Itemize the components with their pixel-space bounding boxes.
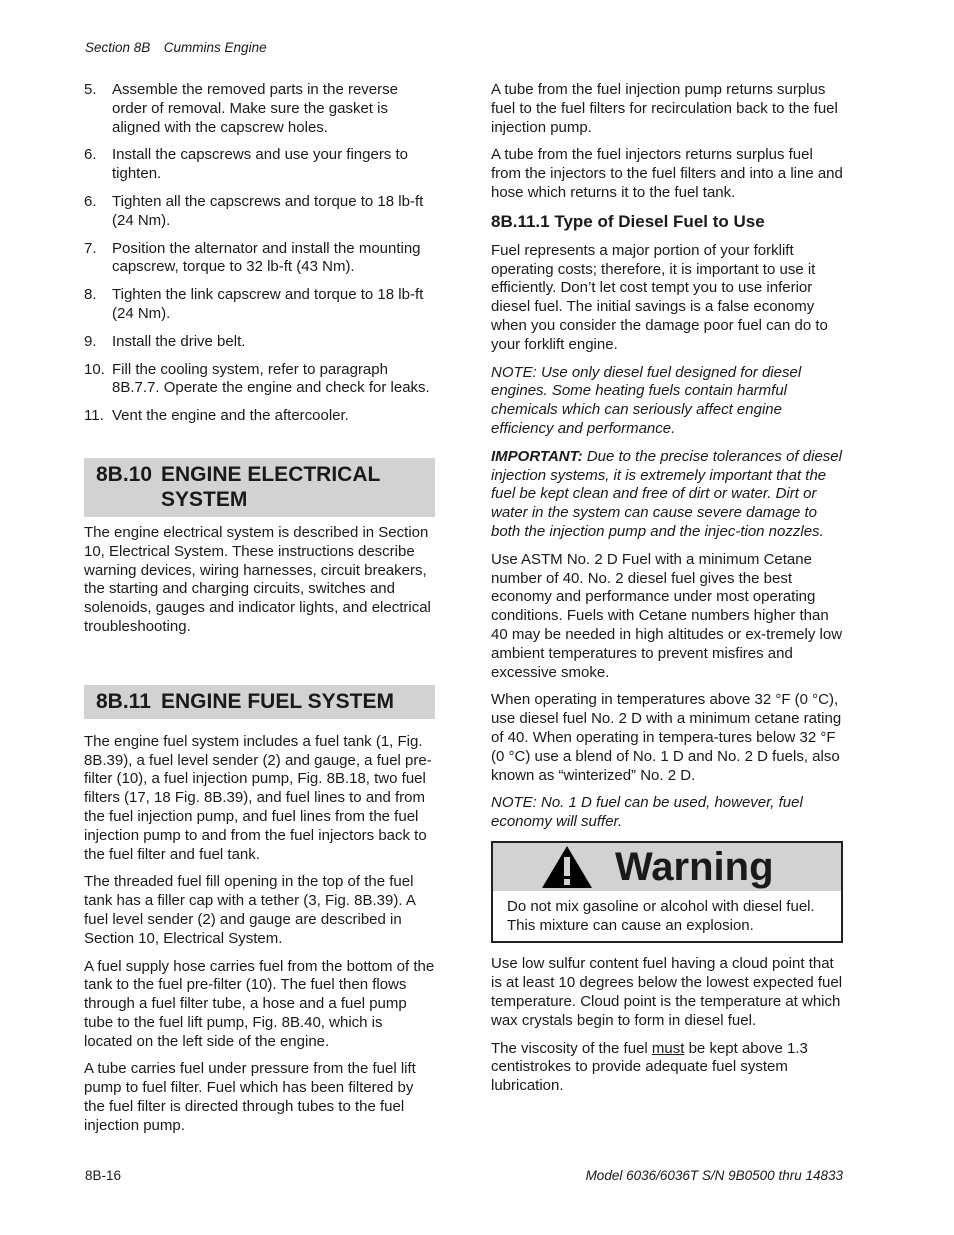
subsection-title: 8B.11.1 Type of Diesel Fuel to Use	[491, 211, 765, 231]
step-text: Tighten the link capscrew and torque to 18 lb-ft (24 Nm).	[112, 286, 424, 322]
paragraph: When operating in temperatures above 32 °F (0 °C), use diesel fuel No. 2 D with a minimum cetane rating of 40. When operating in tempera-tures below 32 °F (0 °C) use a blend of No. 1 D and No. 2 D fuels, also known as “winterized” No. 2 D.	[491, 691, 842, 784]
step-text: Position the alternator and install the mounting capscrew, torque to 32 lb-ft (43 Nm).	[112, 239, 421, 276]
paragraph: The engine fuel system includes a fuel tank (1, Fig. 8B.39), a fuel level sender (2) and gauge, a fuel pre-filter (10), a fuel injection pump, Fig. 8B.18, two fuel filters (17, 18 Fig. 8B.39), and fuel lines to and from the fuel injection pump, and fuel lines from the fuel injection pump to and from the fuel injectors back to the fuel filter and fuel tank.	[84, 732, 432, 863]
section-title-line: ENGINE ELECTRICAL	[161, 462, 381, 486]
list-item	[84, 81, 435, 137]
step-text: Install the capscrews and use your fingers to tighten.	[112, 146, 408, 183]
note: NOTE: No. 1 D fuel can be used, however, fuel economy will suffer.	[491, 794, 803, 831]
model-info: Model 6036/6036T S/N 9B0500 thru 14833	[585, 1168, 843, 1183]
step-text: Install the drive belt.	[112, 332, 246, 350]
step-text: Assemble the removed parts in the reverse order of removal. Make sure the gasket is aligned with the capscrew holes.	[112, 81, 398, 136]
procedure-steps	[84, 81, 435, 426]
step-number: 10.	[84, 360, 105, 378]
warning-header	[493, 843, 841, 891]
section-number: 8B.10	[96, 462, 153, 486]
list-item	[84, 361, 435, 399]
list-item	[84, 193, 435, 231]
section-title	[161, 462, 380, 512]
warning-title: Warning	[615, 844, 774, 889]
paragraph: A tube from the fuel injection pump returns surplus fuel to the fuel filters for recirculation back to the fuel injection pump.	[491, 81, 838, 136]
warning-triangle-icon	[541, 845, 593, 889]
section-number: 8B.11	[96, 689, 151, 713]
paragraph: Use low sulfur content fuel having a cloud point that is at least 10 degrees below the lowest expected fuel temperature. Cloud point is the temperature at which wax crystals begin to form in diesel fuel.	[491, 955, 843, 1029]
paragraph: A fuel supply hose carries fuel from the bottom of the tank to the fuel pre-filter (10). The fuel then flows through a fuel filter tube, a hose and a fuel pump tube to the fuel lift pump, Fig. 8B.40, which is located on the left side of the engine.	[84, 957, 435, 1050]
step-number: 6.	[84, 192, 97, 210]
step-number: 6.	[84, 146, 97, 164]
right-column	[491, 81, 843, 1105]
section-heading-electrical	[84, 458, 435, 517]
important-label: IMPORTANT:	[491, 447, 583, 465]
warning-text: Do not mix gasoline or alcohol with diesel fuel. This mixture can cause an explosion.	[507, 897, 815, 934]
text-run: be kept above 1.3 centistrokes to provide adequate fuel system lubrication.	[491, 1039, 808, 1095]
step-text: Tighten all the capscrews and torque to 18 lb-ft (24 Nm).	[112, 192, 424, 229]
note: NOTE: Use only diesel fuel designed for diesel engines. Some heating fuels contain harmful chemicals which can seriously affect engine efficiency and performance.	[491, 363, 802, 437]
section-title-line: SYSTEM	[161, 487, 248, 511]
important-note	[491, 448, 843, 542]
page-number: 8B-16	[85, 1168, 122, 1183]
paragraph: The threaded fuel fill opening in the top of the fuel tank has a filler cap with a tether (3, Fig. 8B.39). A fuel level sender (2) and gauge are described in Section 10, Electrical System.	[84, 873, 416, 947]
list-item	[84, 146, 435, 184]
list-item	[84, 333, 435, 352]
step-number: 9.	[84, 332, 97, 350]
paragraph: The engine electrical system is described in Section 10, Electrical System. These instructions describe warning devices, wiring harnesses, circuit breakers, the starting and charging circuits, switches and solenoids, gauges and indicator lights, and electrical troubleshooting.	[84, 523, 431, 635]
section-title: ENGINE FUEL SYSTEM	[161, 689, 394, 713]
paragraph: Use ASTM No. 2 D Fuel with a minimum Cetane number of 40. No. 2 diesel fuel gives the best economy and performance under most operating conditions. Fuels with Cetane numbers higher than 40 may be needed in high altitudes or ex-tremely low ambient temperatures to prevent misfires and excessive smoke.	[491, 550, 843, 681]
running-header: Section 8B Cummins Engine	[85, 40, 267, 55]
step-number: 8.	[84, 286, 97, 304]
step-number: 11.	[84, 407, 104, 425]
step-number: 5.	[84, 81, 97, 98]
list-item	[84, 240, 435, 278]
important-text: Due to the precise tolerances of diesel injection systems, it is extremely important that the fuel be kept clean and free of dirt or water. Dirt or water in the system can cause severe damage to both the injection pump and the injec-tion nozzles.	[491, 447, 842, 540]
section-heading-fuel	[84, 685, 435, 719]
list-item	[84, 407, 435, 426]
step-text: Vent the engine and the aftercooler.	[112, 407, 349, 425]
left-column	[84, 81, 435, 1145]
paragraph: Fuel represents a major portion of your forklift operating costs; therefore, it is important to use it efficiently. Don’t let cost tempt you to use inferior diesel fuel. The initial savings is a false economy when you consider the damage poor fuel can do to your forklift engine.	[491, 241, 828, 353]
step-number: 7.	[84, 239, 97, 257]
paragraph: A tube from the fuel injectors returns surplus fuel from the injectors to the fuel filters and into a line and hose which returns it to the fuel tank.	[491, 146, 843, 201]
emphasized-word: must	[651, 1039, 685, 1057]
paragraph: A tube carries fuel under pressure from the fuel lift pump to fuel filter. Fuel which has been filtered by the fuel filter is directed through tubes to the fuel injection pump.	[84, 1060, 416, 1134]
list-item	[84, 286, 435, 324]
text-run: The viscosity of the fuel	[491, 1039, 652, 1057]
paragraph	[491, 1040, 843, 1096]
step-text: Fill the cooling system, refer to paragraph 8B.7.7. Operate the engine and check for leaks.	[112, 360, 430, 397]
warning-box	[491, 841, 843, 944]
